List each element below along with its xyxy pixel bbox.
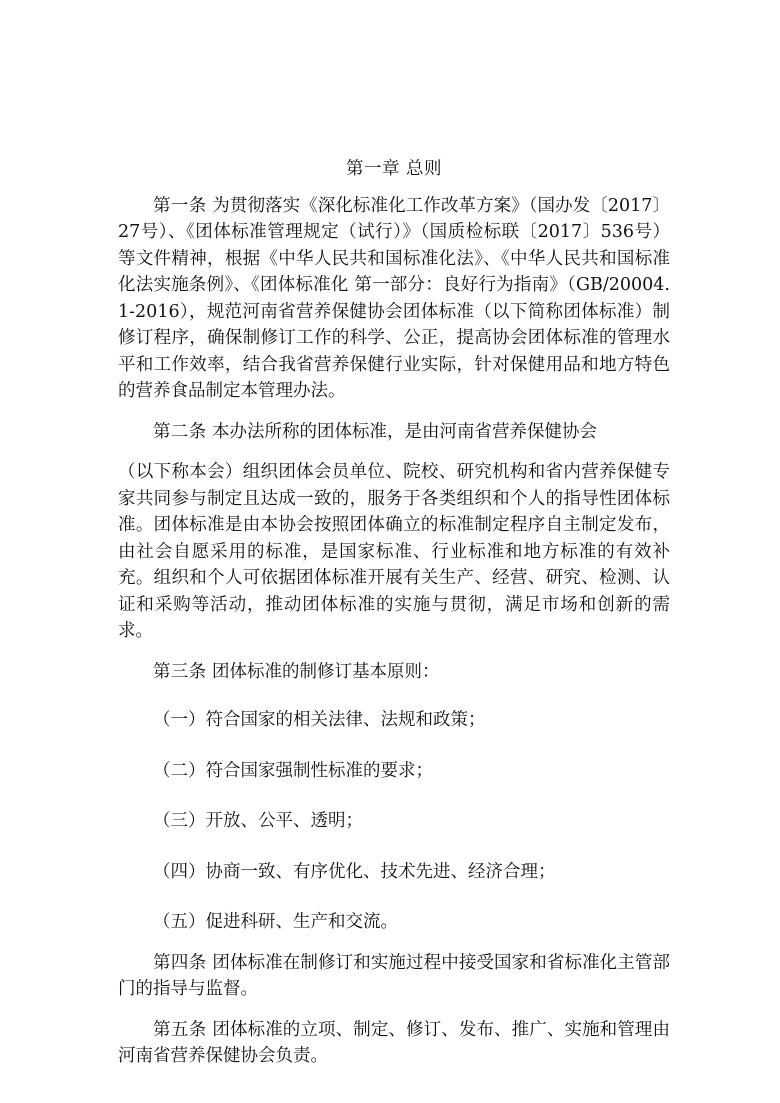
article-2-text-rest: （以下称本会）组织团体会员单位、院校、研究机构和省内营养保健专家共同参与制定且达成一致的，服务于各类组织和个人的指导性团体标准。团体标准是由本协会按照团体确立的标准制定程序自主制定发布，由社会自愿采用的标准，是国家标准、行业标准和地方标准的有效补充。组织和个人可依据团体标准开展有关生产、经营、研究、检测、认证和采购等活动，推动团体标准的实施与贯彻，满足市场和创新的需求。 xyxy=(118,462,670,641)
article-5-text: 团体标准的立项、制定、修订、发布、推广、实施和管理由河南省营养保健协会负责。 xyxy=(118,1019,670,1066)
article-2-text-first: 本办法所称的团体标准，是由河南省营养保健协会 xyxy=(211,421,597,442)
article-1-text: 为贯彻落实《深化标准化工作改革方案》（国办发〔2017〕27号）、《团体标准管理规定（试行）》（国质检标联〔2017〕536号）等文件精神，根据《中华人民共和国标准化法》、《中华人民共和国标准化法实施条例》、《团体标准化 第一部分：良好行为指南》（GB/20004.1-2016），规范河南省营养保健协会团体标准（以下简称团体标准）制修订程序，确保制修订工作的科学、公正，提高协会团体标准的管理水平和工作效率，结合我省营养保健行业实际，针对保健用品和地方特色的营养食品制定本管理办法。 xyxy=(118,195,670,401)
article-5 xyxy=(118,1017,670,1070)
principle-item-5: （五）促进科研、生产和交流。 xyxy=(153,912,398,932)
article-3-text: 团体标准的制修订基本原则： xyxy=(211,661,440,682)
article-5-label: 第五条 xyxy=(153,1019,207,1040)
principle-item-1: （一）符合国家的相关法律、法规和政策； xyxy=(153,710,486,730)
article-4 xyxy=(118,950,670,1003)
article-2-label: 第二条 xyxy=(153,421,207,442)
principle-item-2: （二）符合国家强制性标准的要求； xyxy=(153,760,433,781)
article-1 xyxy=(118,193,670,405)
article-2 xyxy=(118,419,670,446)
article-3-label: 第三条 xyxy=(153,661,207,682)
chapter-title: 第一章 总则 xyxy=(345,159,443,179)
article-2-continued xyxy=(118,459,670,645)
article-4-text: 团体标准在制修订和实施过程中接受国家和省标准化主管部门的指导与监督。 xyxy=(118,952,670,999)
article-1-label: 第一条 xyxy=(153,195,207,216)
document-body xyxy=(118,156,670,1070)
article-3 xyxy=(118,659,670,686)
article-4-label: 第四条 xyxy=(153,952,207,973)
principle-item-4: （四）协商一致、有序优化、技术先进、经济合理； xyxy=(153,861,556,882)
principle-item-3: （三）开放、公平、透明； xyxy=(153,811,363,831)
